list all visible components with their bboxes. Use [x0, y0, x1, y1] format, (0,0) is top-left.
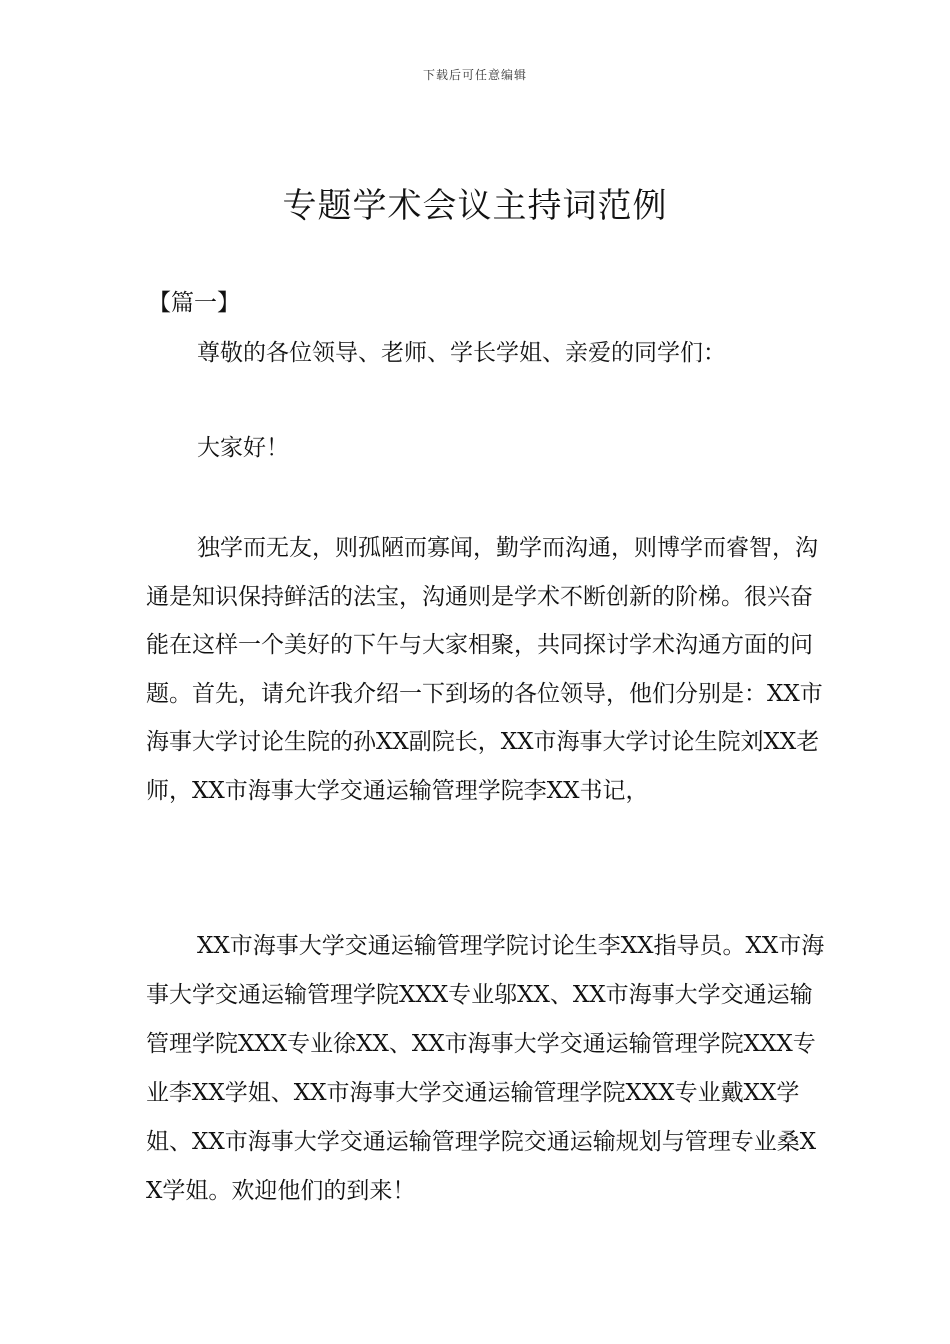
greeting-paragraph: 尊敬的各位领导、老师、学长学姐、亲爱的同学们：	[197, 340, 726, 366]
hello-paragraph: 大家好！	[197, 435, 289, 461]
document-title: 专题学术会议主持词范例	[282, 186, 668, 226]
intro-paragraph: 独学而无友，则孤陋而寡闻，勤学而沟通，则博学而睿智，沟通是知识保持鲜活的法宝，沟通则是学术不断创新的阶梯。很兴奋能在这样一个美好的下午与大家相聚，共同探讨学术沟通方面的问题。首先，请允许我介绍一下到场的各位领导，他们分别是：XX市海事大学讨论生院的孙XX副院长，XX市海事大学讨论生院刘XX老师，XX市海事大学交通运输管理学院李XX书记，	[146, 535, 823, 804]
section-label: 【篇一】	[148, 290, 240, 316]
guests-paragraph: XX市海事大学交通运输管理学院讨论生李XX指导员。XX市海事大学交通运输管理学院XXX专业邬XX、XX市海事大学交通运输管理学院XXX专业徐XX、XX市海事大学交通运输管理学院XXX专业李XX学姐、XX市海事大学交通运输管理学院XXX专业戴XX学姐、XX市海事大学交通运输管理学院交通运输规划与管理专业桑XX学姐。欢迎他们的到来！	[146, 933, 825, 1204]
header-note: 下载后可任意编辑	[422, 68, 527, 82]
